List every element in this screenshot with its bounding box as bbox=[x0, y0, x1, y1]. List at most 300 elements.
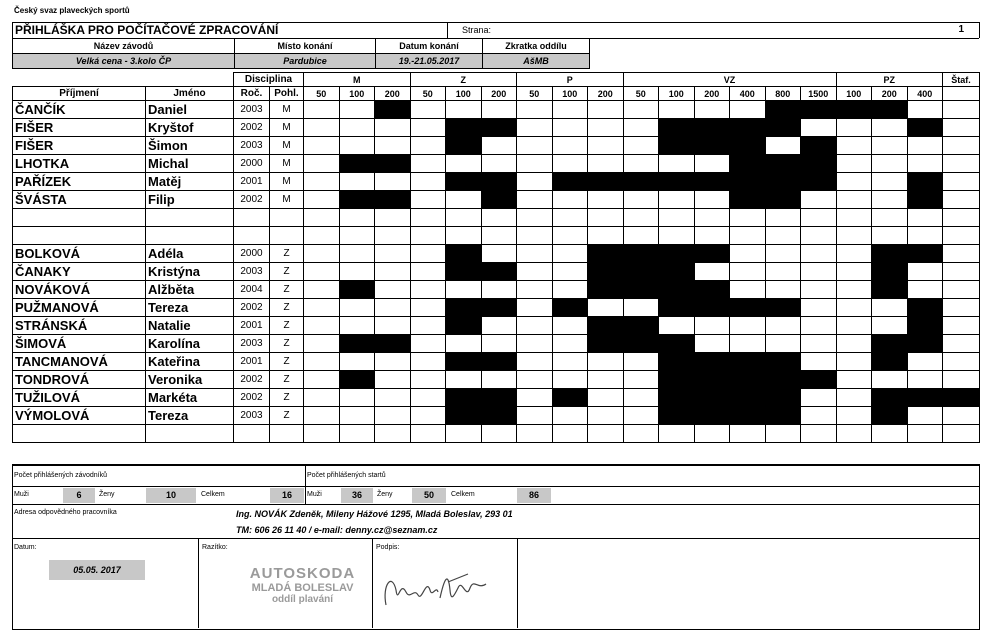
organization-name: Český svaz plaveckých sportů bbox=[14, 6, 130, 15]
event-entry-cell bbox=[943, 317, 980, 335]
divider bbox=[198, 538, 199, 628]
swimmer-row bbox=[13, 119, 980, 137]
event-entry-cell bbox=[907, 191, 943, 209]
swimmer-row bbox=[13, 299, 980, 317]
sex-cell: M bbox=[270, 101, 304, 119]
event-entry-cell bbox=[410, 335, 446, 353]
event-entry-cell bbox=[410, 119, 446, 137]
year-cell: 2000 bbox=[234, 155, 270, 173]
stamp-label: Razítko: bbox=[202, 544, 228, 551]
sex-header: Pohl. bbox=[270, 87, 304, 101]
swimmer-row bbox=[13, 335, 980, 353]
event-entry-cell bbox=[481, 227, 517, 245]
event-entry-cell bbox=[659, 353, 695, 371]
event-entry-cell bbox=[694, 425, 730, 443]
event-entry-cell bbox=[375, 227, 411, 245]
distance-header: 100 bbox=[446, 87, 482, 101]
event-entry-cell bbox=[943, 299, 980, 317]
event-entry-cell bbox=[588, 191, 624, 209]
event-entry-cell bbox=[517, 281, 553, 299]
year-cell bbox=[234, 227, 270, 245]
event-entry-cell bbox=[517, 299, 553, 317]
event-entry-cell bbox=[410, 299, 446, 317]
relay-subheader bbox=[943, 87, 980, 101]
event-entry-cell bbox=[552, 191, 588, 209]
handwritten-signature bbox=[378, 560, 503, 620]
sex-cell bbox=[270, 425, 304, 443]
page-label: Strana: bbox=[462, 25, 492, 35]
event-entry-cell bbox=[588, 335, 624, 353]
event-entry-cell bbox=[339, 353, 375, 371]
event-entry-cell bbox=[694, 227, 730, 245]
surname-cell: FIŠER bbox=[13, 119, 146, 137]
event-entry-cell bbox=[375, 137, 411, 155]
year-cell: 2003 bbox=[234, 101, 270, 119]
event-entry-cell bbox=[694, 281, 730, 299]
event-entry-cell bbox=[304, 137, 340, 155]
swimmer-row bbox=[13, 245, 980, 263]
event-entry-cell bbox=[730, 335, 766, 353]
date-label: Datum: bbox=[14, 544, 37, 551]
event-entry-cell bbox=[659, 137, 695, 155]
year-cell: 2000 bbox=[234, 245, 270, 263]
event-entry-cell bbox=[339, 191, 375, 209]
divider bbox=[12, 538, 980, 539]
event-entry-cell bbox=[304, 209, 340, 227]
event-entry-cell bbox=[304, 353, 340, 371]
event-entry-cell bbox=[730, 425, 766, 443]
event-entry-cell bbox=[765, 245, 801, 263]
event-entry-cell bbox=[765, 155, 801, 173]
sex-cell: Z bbox=[270, 389, 304, 407]
event-entry-cell bbox=[517, 353, 553, 371]
event-entry-cell bbox=[730, 317, 766, 335]
event-entry-cell bbox=[801, 245, 837, 263]
event-entry-cell bbox=[623, 191, 659, 209]
event-entry-cell bbox=[304, 101, 340, 119]
event-entry-cell bbox=[304, 299, 340, 317]
event-entry-cell bbox=[694, 155, 730, 173]
first-name-cell: Markéta bbox=[146, 389, 234, 407]
event-entry-cell bbox=[446, 245, 482, 263]
total-label: Celkem bbox=[201, 491, 225, 498]
event-entry-cell bbox=[375, 407, 411, 425]
first-name-cell bbox=[146, 425, 234, 443]
event-entry-cell bbox=[375, 209, 411, 227]
starts-total-value: 86 bbox=[517, 488, 551, 503]
event-entry-cell bbox=[517, 137, 553, 155]
sex-cell: M bbox=[270, 173, 304, 191]
event-entry-cell bbox=[517, 335, 553, 353]
distance-header: 200 bbox=[694, 87, 730, 101]
entrants-women-value: 10 bbox=[146, 488, 196, 503]
event-entry-cell bbox=[375, 245, 411, 263]
event-entry-cell bbox=[552, 173, 588, 191]
event-entry-cell bbox=[304, 155, 340, 173]
distance-header: 400 bbox=[730, 87, 766, 101]
event-entry-cell bbox=[517, 227, 553, 245]
event-entry-cell bbox=[694, 353, 730, 371]
event-entry-cell bbox=[339, 245, 375, 263]
surname-cell: TONDROVÁ bbox=[13, 371, 146, 389]
surname-cell bbox=[13, 425, 146, 443]
event-entry-cell bbox=[446, 299, 482, 317]
event-entry-cell bbox=[339, 137, 375, 155]
event-entry-cell bbox=[623, 299, 659, 317]
event-entry-cell bbox=[694, 101, 730, 119]
event-entry-cell bbox=[943, 371, 980, 389]
event-entry-cell bbox=[410, 389, 446, 407]
swimmer-row bbox=[13, 209, 980, 227]
event-entry-cell bbox=[623, 173, 659, 191]
event-entry-cell bbox=[375, 155, 411, 173]
swimmer-row bbox=[13, 353, 980, 371]
distance-header: 100 bbox=[836, 87, 872, 101]
event-entry-cell bbox=[552, 119, 588, 137]
event-entry-cell bbox=[552, 371, 588, 389]
event-entry-cell bbox=[872, 101, 908, 119]
event-entry-cell bbox=[943, 263, 980, 281]
swimmer-row bbox=[13, 173, 980, 191]
event-entry-cell bbox=[907, 299, 943, 317]
sex-cell: Z bbox=[270, 407, 304, 425]
event-entry-cell bbox=[659, 263, 695, 281]
event-entry-cell bbox=[552, 227, 588, 245]
distance-header: 200 bbox=[375, 87, 411, 101]
surname-cell: ČANAKY bbox=[13, 263, 146, 281]
event-entry-cell bbox=[339, 371, 375, 389]
club-stamp: AUTOSKODA MLADÁ BOLESLAV oddíl plavání bbox=[249, 565, 356, 605]
event-entry-cell bbox=[730, 209, 766, 227]
first-name-cell: Veronika bbox=[146, 371, 234, 389]
event-entry-cell bbox=[694, 389, 730, 407]
event-entry-cell bbox=[907, 227, 943, 245]
starts-men-value: 36 bbox=[341, 488, 373, 503]
event-entry-cell bbox=[339, 173, 375, 191]
event-entry-cell bbox=[552, 407, 588, 425]
event-entry-cell bbox=[659, 245, 695, 263]
stroke-group-header: PZ bbox=[836, 73, 943, 87]
sex-cell: Z bbox=[270, 245, 304, 263]
event-entry-cell bbox=[943, 353, 980, 371]
event-entry-cell bbox=[907, 209, 943, 227]
event-entry-cell bbox=[943, 389, 980, 407]
event-entry-cell bbox=[552, 209, 588, 227]
event-entry-cell bbox=[446, 227, 482, 245]
event-entry-cell bbox=[907, 389, 943, 407]
info-spacer bbox=[590, 54, 979, 69]
event-entry-cell bbox=[339, 119, 375, 137]
event-entry-cell bbox=[481, 281, 517, 299]
event-entry-cell bbox=[943, 425, 980, 443]
event-entry-cell bbox=[623, 155, 659, 173]
first-name-cell: Tereza bbox=[146, 299, 234, 317]
event-name-value: Velká cena - 3.kolo ČP bbox=[13, 54, 235, 69]
event-entry-cell bbox=[481, 173, 517, 191]
event-entry-cell bbox=[836, 155, 872, 173]
event-entry-cell bbox=[907, 137, 943, 155]
men-label: Muži bbox=[307, 491, 322, 498]
first-name-cell: Natalie bbox=[146, 317, 234, 335]
event-entry-cell bbox=[801, 263, 837, 281]
event-entry-cell bbox=[446, 425, 482, 443]
event-entry-cell bbox=[339, 389, 375, 407]
event-entry-cell bbox=[552, 155, 588, 173]
surname-cell bbox=[13, 227, 146, 245]
event-entry-cell bbox=[694, 335, 730, 353]
year-cell bbox=[234, 425, 270, 443]
event-entry-cell bbox=[907, 245, 943, 263]
event-entry-cell bbox=[339, 227, 375, 245]
swimmer-row bbox=[13, 371, 980, 389]
title-row bbox=[12, 22, 980, 38]
event-entry-cell bbox=[339, 209, 375, 227]
event-entry-cell bbox=[481, 353, 517, 371]
event-entry-cell bbox=[339, 425, 375, 443]
event-entry-cell bbox=[659, 389, 695, 407]
surname-cell: ČANČÍK bbox=[13, 101, 146, 119]
event-entry-cell bbox=[836, 281, 872, 299]
event-entry-cell bbox=[481, 407, 517, 425]
event-entry-cell bbox=[588, 245, 624, 263]
event-entry-cell bbox=[659, 317, 695, 335]
event-entry-cell bbox=[943, 101, 980, 119]
event-entry-cell bbox=[375, 281, 411, 299]
event-entry-cell bbox=[410, 353, 446, 371]
year-cell: 2002 bbox=[234, 371, 270, 389]
event-entry-cell bbox=[907, 353, 943, 371]
event-entry-cell bbox=[801, 389, 837, 407]
event-entry-cell bbox=[623, 101, 659, 119]
event-entry-cell bbox=[375, 425, 411, 443]
event-entry-cell bbox=[339, 281, 375, 299]
event-entry-cell bbox=[446, 101, 482, 119]
event-entry-cell bbox=[446, 137, 482, 155]
event-entry-cell bbox=[943, 245, 980, 263]
event-entry-cell bbox=[872, 281, 908, 299]
address-line-2: TM: 606 26 11 40 / e-mail: denny.cz@seznam.cz bbox=[236, 525, 438, 535]
year-header: Roč. bbox=[234, 87, 270, 101]
event-entry-cell bbox=[765, 119, 801, 137]
event-entry-cell bbox=[907, 173, 943, 191]
event-entry-cell bbox=[836, 425, 872, 443]
event-entry-cell bbox=[765, 281, 801, 299]
event-entry-cell bbox=[375, 389, 411, 407]
event-entry-cell bbox=[552, 101, 588, 119]
event-entry-cell bbox=[446, 371, 482, 389]
event-entry-cell bbox=[517, 407, 553, 425]
year-cell: 2001 bbox=[234, 317, 270, 335]
event-entry-cell bbox=[801, 299, 837, 317]
first-name-cell: Adéla bbox=[146, 245, 234, 263]
event-entry-cell bbox=[517, 317, 553, 335]
event-entry-cell bbox=[872, 425, 908, 443]
event-entry-cell bbox=[446, 317, 482, 335]
event-entry-cell bbox=[659, 407, 695, 425]
signature-label: Podpis: bbox=[376, 544, 400, 551]
event-entry-cell bbox=[836, 245, 872, 263]
event-entry-cell bbox=[872, 317, 908, 335]
event-entry-cell bbox=[446, 191, 482, 209]
event-entry-cell bbox=[872, 299, 908, 317]
event-entry-cell bbox=[872, 209, 908, 227]
event-entry-cell bbox=[304, 263, 340, 281]
event-entry-cell bbox=[730, 299, 766, 317]
event-entry-cell bbox=[659, 281, 695, 299]
address-line-1: Ing. NOVÁK Zdeněk, Mileny Hážové 1295, Mladá Boleslav, 293 01 bbox=[236, 509, 513, 519]
event-entry-cell bbox=[907, 335, 943, 353]
event-entry-cell bbox=[730, 101, 766, 119]
event-entry-cell bbox=[588, 371, 624, 389]
date-value: 19.-21.05.2017 bbox=[376, 54, 483, 69]
event-entry-cell bbox=[481, 371, 517, 389]
event-entry-cell bbox=[694, 119, 730, 137]
surname-cell: NOVÁKOVÁ bbox=[13, 281, 146, 299]
event-entry-cell bbox=[623, 245, 659, 263]
event-entry-cell bbox=[836, 263, 872, 281]
event-entry-cell bbox=[659, 227, 695, 245]
event-entry-cell bbox=[659, 119, 695, 137]
event-entry-cell bbox=[446, 389, 482, 407]
event-entry-cell bbox=[730, 227, 766, 245]
event-entry-cell bbox=[872, 371, 908, 389]
event-entry-cell bbox=[943, 137, 980, 155]
event-entry-cell bbox=[304, 371, 340, 389]
event-entry-cell bbox=[517, 155, 553, 173]
event-entry-cell bbox=[517, 209, 553, 227]
event-entry-cell bbox=[446, 263, 482, 281]
event-entry-cell bbox=[694, 407, 730, 425]
event-entry-cell bbox=[481, 425, 517, 443]
stroke-group-header: P bbox=[517, 73, 624, 87]
surname-cell: PAŘÍZEK bbox=[13, 173, 146, 191]
entrants-total-value: 16 bbox=[270, 488, 304, 503]
event-entry-cell bbox=[907, 371, 943, 389]
event-entry-cell bbox=[339, 155, 375, 173]
event-entry-cell bbox=[872, 263, 908, 281]
event-entry-cell bbox=[623, 335, 659, 353]
event-entry-cell bbox=[659, 101, 695, 119]
event-entry-cell bbox=[481, 209, 517, 227]
event-entry-cell bbox=[801, 425, 837, 443]
first-name-cell: Kristýna bbox=[146, 263, 234, 281]
event-entry-cell bbox=[623, 227, 659, 245]
swimmer-row bbox=[13, 389, 980, 407]
year-cell: 2002 bbox=[234, 119, 270, 137]
event-entry-cell bbox=[801, 407, 837, 425]
surname-cell: ŠIMOVÁ bbox=[13, 335, 146, 353]
event-entry-cell bbox=[872, 353, 908, 371]
swimmer-row bbox=[13, 101, 980, 119]
event-entry-cell bbox=[694, 173, 730, 191]
event-entry-cell bbox=[943, 173, 980, 191]
event-entry-cell bbox=[659, 209, 695, 227]
first-name-cell: Tereza bbox=[146, 407, 234, 425]
distance-header: 100 bbox=[659, 87, 695, 101]
event-entry-cell bbox=[481, 263, 517, 281]
distance-header: 200 bbox=[588, 87, 624, 101]
event-entry-cell bbox=[730, 263, 766, 281]
event-entry-cell bbox=[907, 317, 943, 335]
event-entry-cell bbox=[801, 101, 837, 119]
distance-header: 100 bbox=[339, 87, 375, 101]
event-entry-cell bbox=[588, 101, 624, 119]
event-entry-cell bbox=[836, 317, 872, 335]
entries-table bbox=[12, 72, 980, 443]
stroke-group-header: M bbox=[304, 73, 411, 87]
event-entry-cell bbox=[446, 209, 482, 227]
event-entry-cell bbox=[694, 137, 730, 155]
form-title: PŘIHLÁŠKA PRO POČÍTAČOVÉ ZPRACOVÁNÍ bbox=[15, 23, 279, 37]
date-value: 05.05. 2017 bbox=[49, 560, 145, 580]
event-entry-cell bbox=[943, 281, 980, 299]
event-entry-cell bbox=[304, 245, 340, 263]
event-entry-cell bbox=[659, 371, 695, 389]
sex-cell: Z bbox=[270, 299, 304, 317]
year-cell: 2001 bbox=[234, 173, 270, 191]
first-name-cell: Šimon bbox=[146, 137, 234, 155]
event-entry-cell bbox=[375, 353, 411, 371]
event-entry-cell bbox=[943, 191, 980, 209]
event-entry-cell bbox=[410, 155, 446, 173]
event-entry-cell bbox=[375, 263, 411, 281]
event-entry-cell bbox=[446, 119, 482, 137]
event-entry-cell bbox=[375, 371, 411, 389]
event-entry-cell bbox=[552, 245, 588, 263]
event-entry-cell bbox=[588, 317, 624, 335]
event-entry-cell bbox=[623, 317, 659, 335]
event-entry-cell bbox=[765, 371, 801, 389]
event-entry-cell bbox=[765, 353, 801, 371]
surname-cell: VÝMOLOVÁ bbox=[13, 407, 146, 425]
women-label: Ženy bbox=[377, 491, 393, 498]
event-entry-cell bbox=[410, 317, 446, 335]
event-entry-cell bbox=[765, 209, 801, 227]
event-entry-cell bbox=[375, 101, 411, 119]
surname-cell: TUŽILOVÁ bbox=[13, 389, 146, 407]
club-code-header: Zkratka oddílu bbox=[483, 39, 590, 54]
sex-cell: Z bbox=[270, 353, 304, 371]
first-name-header: Jméno bbox=[146, 87, 234, 101]
event-entry-cell bbox=[730, 407, 766, 425]
event-entry-cell bbox=[517, 119, 553, 137]
year-cell: 2003 bbox=[234, 335, 270, 353]
first-name-cell: Kateřina bbox=[146, 353, 234, 371]
event-entry-cell bbox=[552, 335, 588, 353]
swimmer-row bbox=[13, 317, 980, 335]
starts-women-value: 50 bbox=[412, 488, 446, 503]
event-entry-cell bbox=[801, 137, 837, 155]
event-entry-cell bbox=[517, 425, 553, 443]
first-name-cell bbox=[146, 209, 234, 227]
event-entry-cell bbox=[694, 209, 730, 227]
event-entry-cell bbox=[872, 227, 908, 245]
year-cell: 2003 bbox=[234, 137, 270, 155]
year-cell: 2002 bbox=[234, 389, 270, 407]
event-entry-cell bbox=[481, 245, 517, 263]
event-entry-cell bbox=[552, 137, 588, 155]
sex-cell bbox=[270, 209, 304, 227]
event-entry-cell bbox=[907, 263, 943, 281]
event-entry-cell bbox=[872, 155, 908, 173]
event-entry-cell bbox=[304, 425, 340, 443]
event-entry-cell bbox=[339, 407, 375, 425]
divider bbox=[517, 538, 518, 628]
event-entry-cell bbox=[943, 335, 980, 353]
event-entry-cell bbox=[836, 335, 872, 353]
first-name-cell: Daniel bbox=[146, 101, 234, 119]
event-entry-cell bbox=[339, 101, 375, 119]
